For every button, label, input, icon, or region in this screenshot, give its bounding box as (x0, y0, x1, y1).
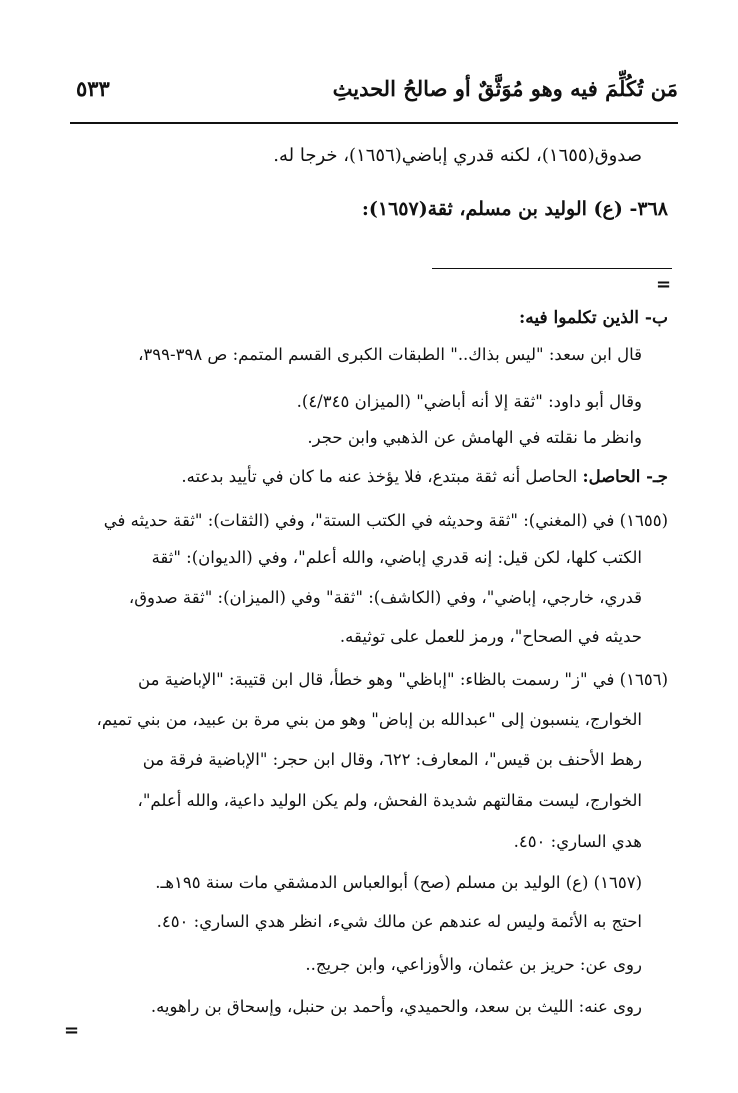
entry-368-heading: ٣٦٨- (ع) الوليد بن مسلم، ثقة(١٦٥٧): (361, 198, 668, 220)
section-b-line-1: قال ابن سعد: "ليس بذاك.." الطبقات الكبرى القسم المتمم: ص ٣٩٨-٣٩٩، (138, 345, 642, 364)
section-c-text: الحاصل أنه ثقة مبتدع، فلا يؤخذ عنه ما كان في تأييد بدعته. (181, 467, 578, 486)
footnote-1656-line-2: الخوارج، ينسبون إلى "عبدالله بن إباض" وهو من بني مرة بن عبيد، من بني تميم، (96, 710, 642, 729)
footnote-1657-line-1: (١٦٥٧) (ع) الوليد بن مسلم (صح) أبوالعباس الدمشقي مات سنة ١٩٥هـ. (155, 873, 642, 892)
section-b-line-3: وانظر ما نقلته في الهامش عن الذهبي وابن حجر. (307, 428, 642, 447)
page-number: ٥٣٣ (76, 76, 110, 101)
running-title: مَن تُكُلِّمَ فيه وهو مُوَثَّقٌ أو صالحُ الحديثِ (332, 76, 678, 101)
section-b-line-2: وقال أبو داود: "ثقة إلا أنه أباضي" (الميزان ٤/٣٤٥). (296, 392, 642, 411)
footnote-1657-line-2: احتج به الأئمة وليس له عندهم عن مالك شيء، انظر هدي الساري: ٤٥٠. (156, 912, 642, 931)
footnote-1656-line-5: هدي الساري: ٤٥٠. (513, 832, 642, 851)
footnote-1655-line-3: قدري، خارجي، إباضي"، وفي (الكاشف): "ثقة" وفي (الميزان): "ثقة صدوق، (128, 588, 642, 607)
section-b-heading: ب- الذين تكلموا فيه: (518, 308, 668, 328)
section-c-label: جـ- الحاصل: (582, 467, 668, 486)
footnote-1656-line-3: رهط الأحنف بن قيس"، المعارف: ٦٢٢، وقال ابن حجر: "الإباضية فرقة من (142, 750, 642, 769)
footnote-1655-line-1: (١٦٥٥) في (المغني): "ثقة وحديثه في الكتب الستة"، وفي (الثقات): "ثقة حديثه في (103, 511, 668, 530)
footnote-1655-line-4: حديثه في الصحاح"، ورمز للعمل على توثيقه. (339, 627, 642, 646)
footnote-1656-line-1: (١٦٥٦) في "ز" رسمت بالظاء: "إباظي" وهو خطأ، قال ابن قتيبة: "الإباضية من (138, 670, 668, 689)
footnote-1655-line-2: الكتب كلها، لكن قيل: إنه قدري إباضي، والله أعلم"، وفي (الديوان): "ثقة (151, 548, 642, 567)
footnote-1656-line-4: الخوارج، ليست مقالتهم شديدة الفحش، ولم يكن الوليد داعية، والله أعلم"، (137, 791, 642, 810)
section-c-line (181, 467, 668, 486)
continuation-mark-top: = (656, 274, 672, 295)
footnote-1657-line-4: روى عنه: الليث بن سعد، والحميدي، وأحمد بن حنبل، وإسحاق بن راهويه. (150, 997, 642, 1016)
footnote-1657-line-3: روى عن: حريز بن عثمان، والأوزاعي، وابن جريج.. (305, 955, 642, 974)
continuation-mark-bottom: = (64, 1020, 80, 1041)
page-header (70, 76, 678, 112)
footnote-separator (432, 268, 672, 269)
header-rule (70, 122, 678, 124)
main-text-line-1: صدوق(١٦٥٥)، لكنه قدري إباضي(١٦٥٦)، خرجا له. (273, 145, 642, 166)
